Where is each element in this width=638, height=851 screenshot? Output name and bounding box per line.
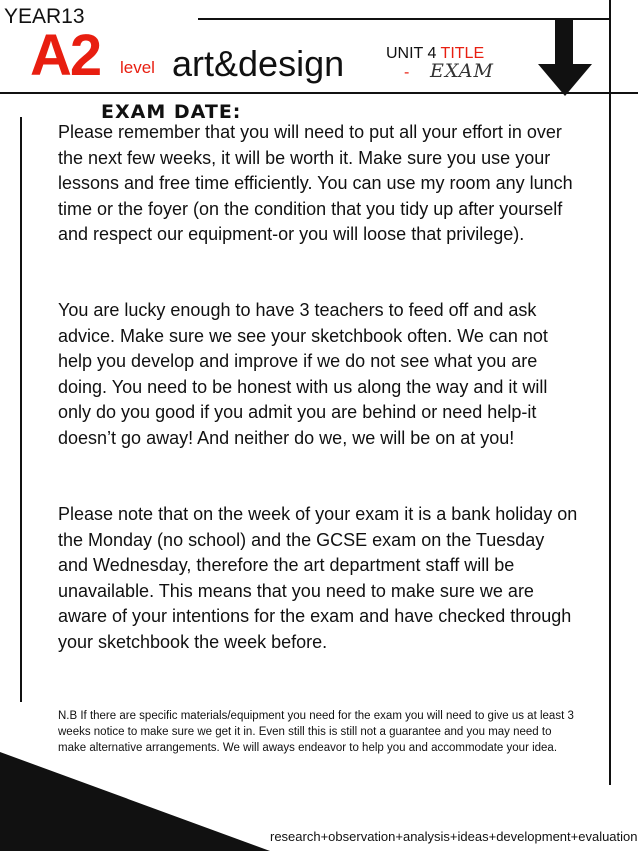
right-margin-rule xyxy=(609,93,611,785)
materials-note: N.B If there are specific materials/equipment you need for the exam you will need to give us at least 3 weeks notice to make sure we get it in. Even still this is still not a guarantee and you may need to make alternative arrangements. We will aways endeavor to help you and accommodate your idea. xyxy=(58,710,574,754)
paragraph-teachers: You are lucky enough to have 3 teachers to feed off and ask advice. Make sure we see your sketchbook often. We can not help you develop and improve if we do not see what you are doing. You need to be honest with us along the way and it will only do you good if you admit you are behind or need help-it doesn’t go away! And neither do we, we will be on at you! xyxy=(58,300,548,448)
subject-title: art&design xyxy=(172,43,345,84)
header-right-rule xyxy=(609,0,611,92)
a2-heading: A2 xyxy=(30,23,101,88)
exam-script-label: EXAM xyxy=(430,60,494,82)
level-label: level xyxy=(120,58,155,77)
corner-wedge xyxy=(0,752,270,851)
unit-title: TITLE xyxy=(440,45,485,62)
unit-dash: - xyxy=(404,64,410,81)
unit-label: UNIT 4 xyxy=(386,45,437,62)
down-arrow-icon xyxy=(538,20,592,96)
footer-keywords: research+observation+analysis+ideas+development+evaluation xyxy=(270,829,638,844)
left-margin-rule xyxy=(20,117,22,702)
year-label: YEAR13 xyxy=(4,5,85,28)
paragraph-exam-week: Please note that on the week of your exam it is a bank holiday on the Monday (no school) and the GCSE exam on the Tuesday and Wednesday, therefore the art department staff will be unavailable. This means that you need to make sure we are aware of your intentions for the exam and have checked through your sketchbook the week before. xyxy=(58,504,578,652)
exam-date-label: EXAM DATE: xyxy=(101,101,242,123)
paragraph-effort: Please remember that you will need to put all your effort in over the next few weeks, it will be worth it. Make sure you use your lessons and free time efficiently. You can use my room any lunch time or the foyer (on the condition that you tidy up after yourself and respect our equipment-or you will loose that privilege). xyxy=(58,122,573,245)
